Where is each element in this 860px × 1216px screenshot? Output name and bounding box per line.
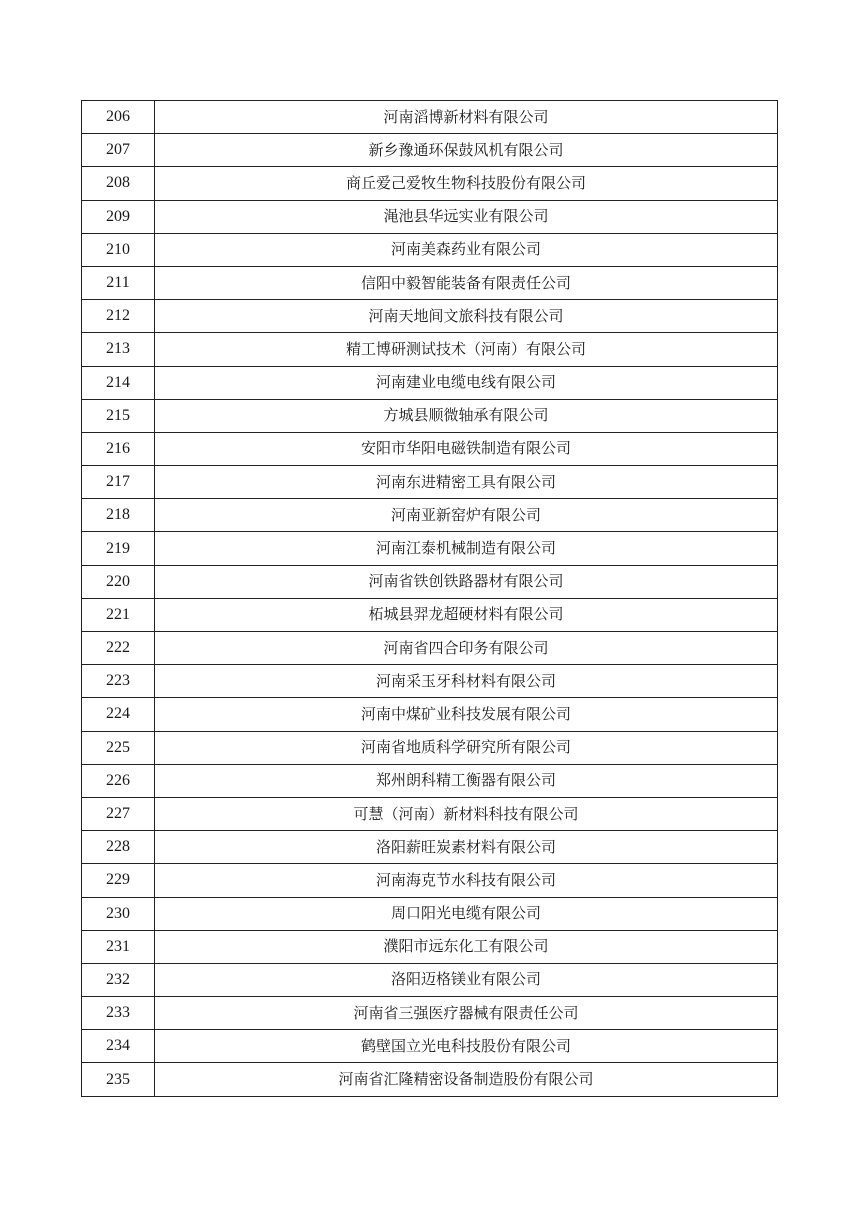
row-number-cell: 231 [82,930,155,963]
row-number-cell: 215 [82,399,155,432]
company-name-cell: 信阳中毅智能装备有限责任公司 [155,266,778,299]
row-number-cell: 212 [82,300,155,333]
row-number-cell: 219 [82,532,155,565]
table-row [82,731,778,764]
row-number-cell: 217 [82,466,155,499]
company-name-cell: 洛阳薪旺炭素材料有限公司 [155,831,778,864]
company-name-cell: 河南东进精密工具有限公司 [155,466,778,499]
table-row [82,797,778,830]
company-name-cell: 河南采玉牙科材料有限公司 [155,665,778,698]
row-number-cell: 209 [82,200,155,233]
table-row [82,101,778,134]
row-number-cell: 228 [82,831,155,864]
table-row [82,698,778,731]
table-row [82,1030,778,1063]
row-number-cell: 222 [82,632,155,665]
row-number-cell: 234 [82,1030,155,1063]
table-row [82,1063,778,1096]
table-row [82,432,778,465]
company-name-cell: 河南省汇隆精密设备制造股份有限公司 [155,1063,778,1096]
table-row [82,565,778,598]
company-name-cell: 洛阳迈格镁业有限公司 [155,963,778,996]
table-row [82,963,778,996]
row-number-cell: 223 [82,665,155,698]
company-name-cell: 河南亚新窑炉有限公司 [155,499,778,532]
company-name-cell: 河南天地间文旅科技有限公司 [155,300,778,333]
company-name-cell: 河南中煤矿业科技发展有限公司 [155,698,778,731]
table-row [82,665,778,698]
table-body [82,101,778,1097]
row-number-cell: 235 [82,1063,155,1096]
row-number-cell: 216 [82,432,155,465]
row-number-cell: 210 [82,233,155,266]
table-row [82,930,778,963]
row-number-cell: 207 [82,134,155,167]
row-number-cell: 218 [82,499,155,532]
company-name-cell: 柘城县羿龙超硬材料有限公司 [155,598,778,631]
company-name-cell: 河南省地质科学研究所有限公司 [155,731,778,764]
row-number-cell: 229 [82,864,155,897]
table-row [82,333,778,366]
table-row [82,300,778,333]
company-name-cell: 河南滔博新材料有限公司 [155,101,778,134]
table-row [82,764,778,797]
table-row [82,399,778,432]
row-number-cell: 226 [82,764,155,797]
company-list-table [81,100,778,1097]
company-name-cell: 方城县顺微轴承有限公司 [155,399,778,432]
table-row [82,266,778,299]
company-name-cell: 周口阳光电缆有限公司 [155,897,778,930]
row-number-cell: 213 [82,333,155,366]
row-number-cell: 221 [82,598,155,631]
company-name-cell: 河南省铁创铁路器材有限公司 [155,565,778,598]
table-row [82,366,778,399]
row-number-cell: 214 [82,366,155,399]
company-name-cell: 新乡豫通环保鼓风机有限公司 [155,134,778,167]
row-number-cell: 224 [82,698,155,731]
row-number-cell: 208 [82,167,155,200]
table-row [82,167,778,200]
table-row [82,466,778,499]
company-name-cell: 可慧（河南）新材料科技有限公司 [155,797,778,830]
table-row [82,598,778,631]
company-name-cell: 郑州朗科精工衡器有限公司 [155,764,778,797]
company-name-cell: 河南省四合印务有限公司 [155,632,778,665]
table-row [82,831,778,864]
row-number-cell: 227 [82,797,155,830]
table-row [82,997,778,1030]
row-number-cell: 230 [82,897,155,930]
table-row [82,632,778,665]
table-row [82,499,778,532]
row-number-cell: 220 [82,565,155,598]
company-name-cell: 精工博研测试技术（河南）有限公司 [155,333,778,366]
table-row [82,233,778,266]
company-name-cell: 河南美森药业有限公司 [155,233,778,266]
company-name-cell: 商丘爱己爱牧生物科技股份有限公司 [155,167,778,200]
table-row [82,134,778,167]
company-name-cell: 鹤壁国立光电科技股份有限公司 [155,1030,778,1063]
row-number-cell: 232 [82,963,155,996]
company-name-cell: 河南海克节水科技有限公司 [155,864,778,897]
company-name-cell: 河南建业电缆电线有限公司 [155,366,778,399]
row-number-cell: 225 [82,731,155,764]
row-number-cell: 233 [82,997,155,1030]
company-name-cell: 河南江泰机械制造有限公司 [155,532,778,565]
company-name-cell: 濮阳市远东化工有限公司 [155,930,778,963]
row-number-cell: 211 [82,266,155,299]
company-name-cell: 渑池县华远实业有限公司 [155,200,778,233]
table-row [82,200,778,233]
table-row [82,532,778,565]
table-row [82,864,778,897]
table-row [82,897,778,930]
row-number-cell: 206 [82,101,155,134]
company-name-cell: 安阳市华阳电磁铁制造有限公司 [155,432,778,465]
company-name-cell: 河南省三强医疗器械有限责任公司 [155,997,778,1030]
